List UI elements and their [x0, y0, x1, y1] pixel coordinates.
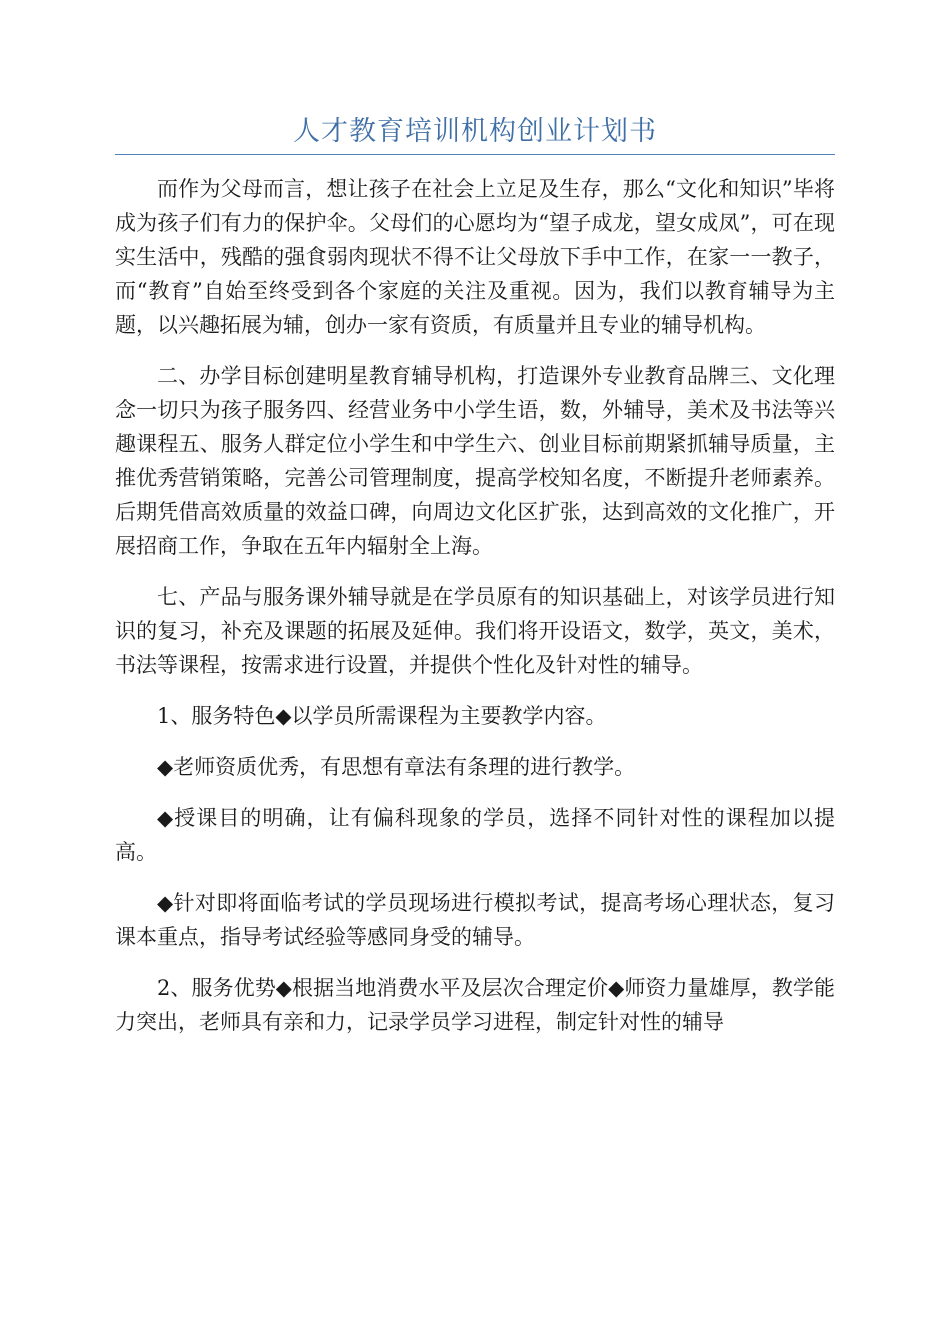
paragraph-intro: 而作为父母而言，想让孩子在社会上立足及生存，那么“文化和知识”毕将成为孩子们有力的保护伞。父母们的心愿均为“望子成龙，望女成凤”，可在现实生活中，残酷的强食弱肉现状不得不让父母放下手中工作，在家一一教子，而“教育”自始至终受到各个家庭的关注及重视。因为，我们以教育辅导为主题，以兴趣拓展为辅，创办一家有资质，有质量并且专业的辅导机构。: [115, 177, 835, 337]
document-body: [115, 172, 835, 1056]
paragraph-products-services: 七、产品与服务课外辅导就是在学员原有的知识基础上，对该学员进行知识的复习，补充及课题的拓展及延伸。我们将开设语文，数学，英文，美术，书法等课程，按需求进行设置，并提供个性化及针对性的辅导。: [115, 585, 835, 677]
paragraph-teacher-quality: ◆老师资质优秀，有思想有章法有条理的进行教学。: [157, 755, 636, 779]
document-title: 人才教育培训机构创业计划书: [293, 116, 657, 147]
title-underline: [115, 154, 835, 155]
paragraph-teaching-goals: ◆授课目的明确，让有偏科现象的学员，选择不同针对性的课程加以提高。: [115, 806, 835, 864]
paragraph-service-features: 1、服务特色◆以学员所需课程为主要教学内容。: [157, 704, 607, 728]
paragraph-service-advantages: 2、服务优势◆根据当地消费水平及层次合理定价◆师资力量雄厚，教学能力突出，老师具有亲和力，记录学员学习进程，制定针对性的辅导: [115, 976, 835, 1034]
paragraph-exam-prep: ◆针对即将面临考试的学员现场进行模拟考试，提高考场心理状态，复习课本重点，指导考试经验等感同身受的辅导。: [115, 891, 835, 949]
paragraph-goals: 二、办学目标创建明星教育辅导机构，打造课外专业教育品牌三、文化理念一切只为孩子服务四、经营业务中小学生语，数，外辅导，美术及书法等兴趣课程五、服务人群定位小学生和中学生六、创业目标前期紧抓辅导质量，主推优秀营销策略，完善公司管理制度，提高学校知名度，不断提升老师素养。后期凭借高效质量的效益口碑，向周边文化区扩张，达到高效的文化推广，开展招商工作，争取在五年内辐射全上海。: [115, 364, 835, 558]
